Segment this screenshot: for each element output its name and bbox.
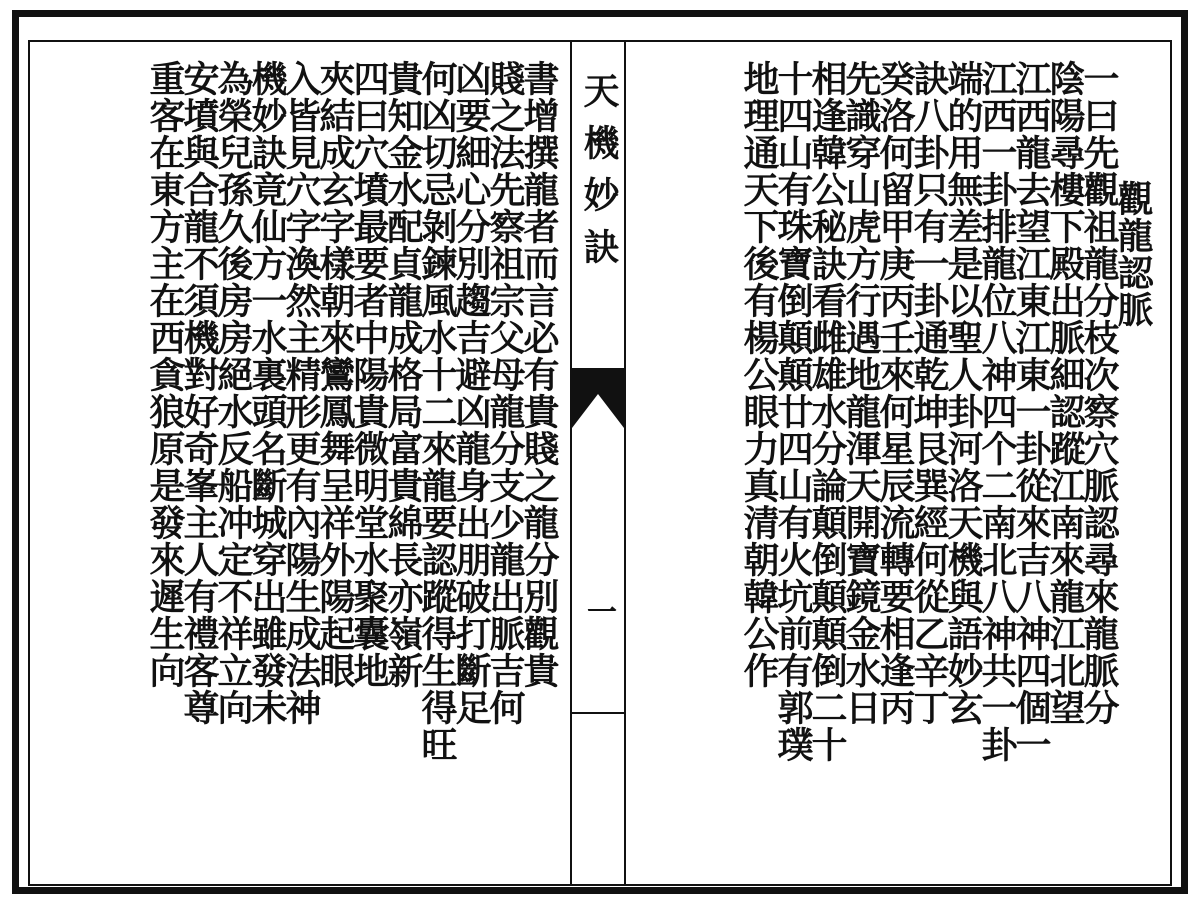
text-column: 陰陽尋樓下殿出脈細認蹤江南來龍江北望: [1044, 60, 1086, 726]
text-column: 凶要細心分別趨吉避凶龍身出朋破打斷足: [450, 60, 492, 726]
text-column: 安墳與合龍不須機對好奇峯主人有禮客尊: [178, 60, 220, 726]
text-column: 相逢韓公秘訣看雌雄水分論顛倒顛顛倒二十: [806, 60, 848, 763]
text-column: 先識穿山虎方行遇地龍渾天開寶鏡金水日: [840, 60, 882, 726]
text-column: 重客在東方主在西貪狼原是發來遲生向: [144, 60, 186, 689]
text-column: 入皆見穴字渙然主精形更有內陽生成法神: [280, 60, 322, 726]
text-column: 機妙訣竟仙方一水裏頭名斷城穿出雖發未: [246, 60, 288, 726]
spine-divider-line: [572, 712, 624, 714]
text-column: 賤之法先察祖宗父母龍分支少龍出脈吉何: [484, 60, 526, 726]
section-heading: 觀龍認脈: [1112, 180, 1154, 328]
left-page-text: [48, 60, 560, 860]
text-column: 地理通天下後有楊公眼力真清朝韓公作: [738, 60, 780, 689]
fish-tail-ornament: [572, 368, 624, 428]
text-column: 何凶切忌剝鍊風水十二來龍要認蹤得生得旺: [416, 60, 458, 763]
text-column: 貴知金水配貞龍成格局富貴綿長亦嶺新: [382, 60, 424, 689]
text-column: 江西龍去望江東江東一卦從來吉八神四個一: [1010, 60, 1052, 763]
right-page-text: [650, 60, 1154, 860]
text-column: 一曰先觀祖龍分枝次察穴脈認尋來龍脈分: [1078, 60, 1120, 726]
text-column: 十四山有珠寶倒顛顛廿四山有火坑前有郭璞: [772, 60, 814, 763]
text-column: 癸洛何留甲庚丙壬來何星辰流轉要相逢丙: [874, 60, 916, 726]
folio-number: 一: [581, 596, 616, 626]
text-column: 訣八卦只有一卦通乾坤艮巽經何從乙辛丁: [908, 60, 950, 726]
text-column: 夾結成玄字樣朝來鸞鳳舞呈祥外陽起眼: [314, 60, 356, 689]
spine-title: 天機妙訣: [578, 72, 620, 280]
text-column: 端的用無差是以聖人卦河洛天機與語妙玄: [942, 60, 984, 726]
text-column: 為榮兒孫久後房房絕水反船冲定不祥立向: [212, 60, 254, 726]
text-column: 書增撰龍者而言必有貴賤之龍分別觀貴: [518, 60, 560, 689]
text-column: 四曰穴墳最要者中陽貴微明堂水聚囊地: [348, 60, 390, 689]
text-column: 江西一卦排龍位八神四个二南北八神共一卦: [976, 60, 1018, 763]
